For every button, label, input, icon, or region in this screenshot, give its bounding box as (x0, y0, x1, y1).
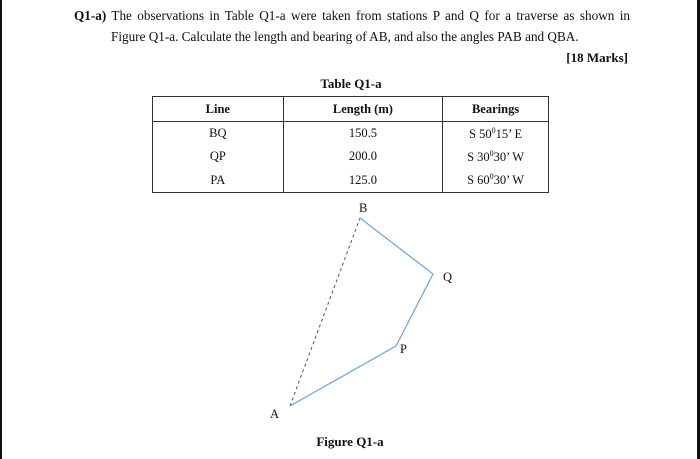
point-p-label: P (400, 342, 407, 356)
point-b-label: B (359, 201, 368, 215)
cell-length: 150.5 (283, 122, 443, 146)
traverse-bq-qp-pa (290, 218, 433, 406)
closing-line-ab (290, 218, 360, 406)
question-text-1: The observations in Table Q1-a were taken from stations P and Q for a traverse as shown in (111, 8, 630, 23)
point-q-label: Q (443, 270, 453, 284)
table-caption: Table Q1-a (320, 76, 382, 91)
cell-bearing: S $30^030$’ W (443, 145, 549, 168)
figure-caption: Figure Q1-a (316, 434, 384, 449)
question-line-2: Figure Q1-a. Calculate the length and bearing of AB, and also the angles PAB and QBA. (111, 29, 579, 44)
question-number: Q1-a) (74, 8, 107, 23)
cell-length: 125.0 (283, 169, 443, 193)
header-length: Length (m) (283, 97, 443, 122)
marks-label: [18 Marks] (566, 50, 628, 65)
cell-bearing: S $50^015$’ E (443, 122, 549, 146)
header-bearings: Bearings (443, 97, 549, 122)
point-a-label: A (270, 407, 280, 421)
cell-length: 200.0 (283, 145, 443, 168)
cell-bearing: S $60^030$’ W (443, 169, 549, 193)
cell-line: QP (153, 145, 284, 168)
cell-line: PA (153, 169, 284, 193)
cell-line: BQ (153, 122, 284, 146)
header-line: Line (153, 97, 284, 122)
